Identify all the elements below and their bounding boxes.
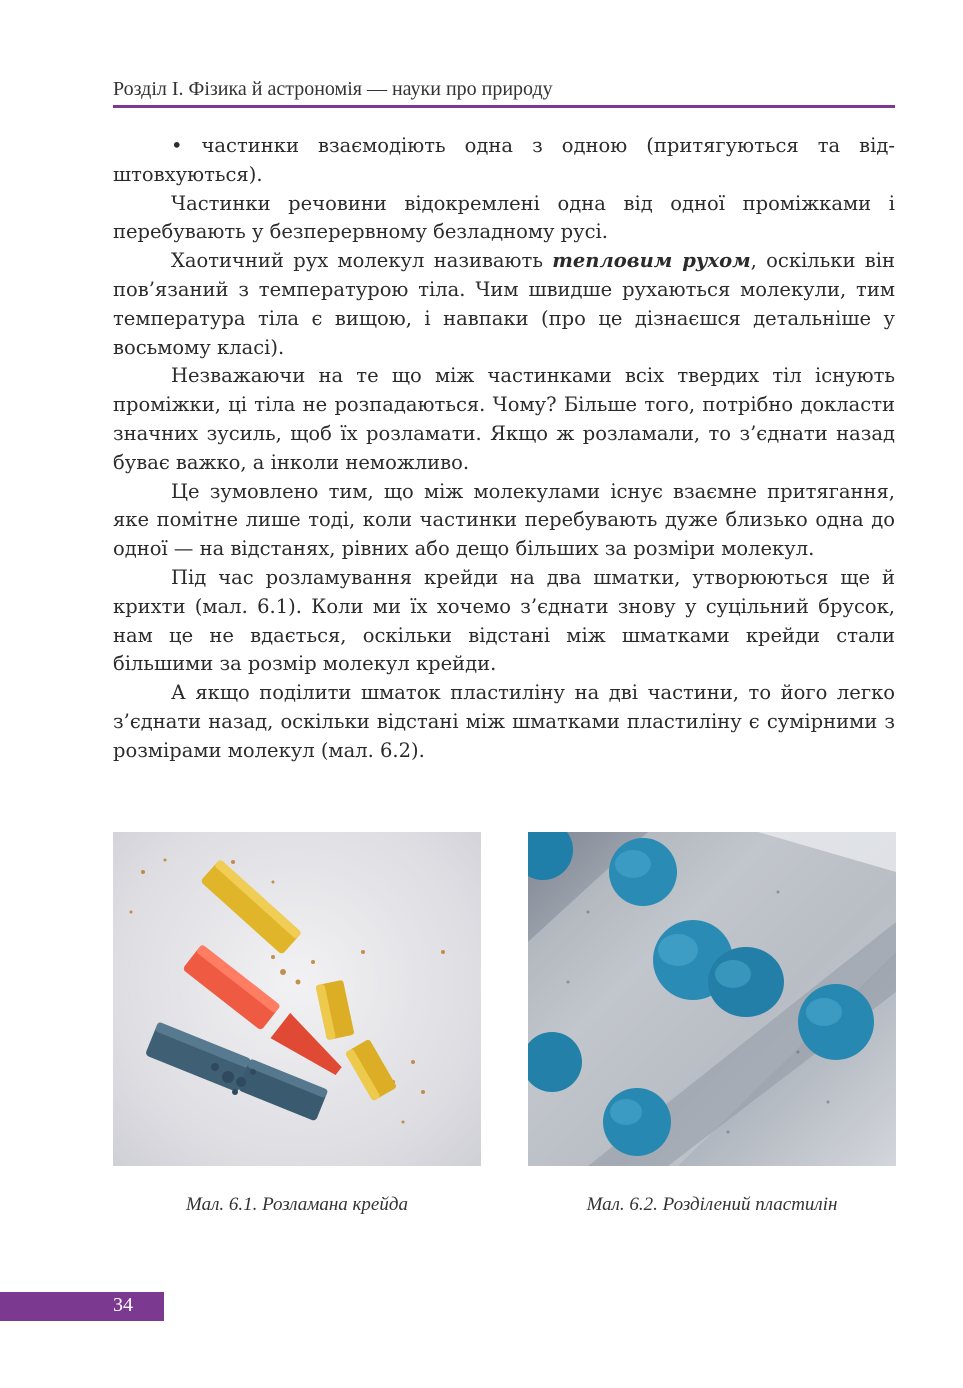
figure-divided-plasticine	[528, 832, 896, 1166]
page-number: 34	[113, 1294, 133, 1316]
figure-caption: Мал. 6.2. Розділений пластилін	[586, 1194, 838, 1215]
figure-caption: Мал. 6.1. Розламана крейда	[186, 1194, 408, 1215]
term-emphasis: тепловим рухом	[552, 249, 751, 273]
running-header: Розділ I. Фізика й астрономія — науки про природу	[113, 78, 895, 108]
body-text	[113, 132, 895, 766]
figure-broken-chalk	[113, 832, 481, 1166]
paragraph	[113, 247, 895, 362]
paragraph-text: , оскільки він пов’язаний з температурою тіла. Чим швидше рухаються молекули, тим температура тіла є вищою, і навпаки (про це дізнаєшся детальніше у восьмому класі).	[113, 249, 895, 359]
bullet-paragraph: • частинки взаємодіють одна з одною (притягуються та відштовхуються).	[113, 134, 895, 186]
paragraph: Це зумовлено тим, що між молекулами існує взаємне притягання, яке помітне лише тоді, коли частинки перебувають дуже близько одна до одної — на відстанях, рівних або дещо більших за розміри молекул.	[113, 479, 895, 561]
chalk-illustration	[113, 832, 481, 1166]
paragraph: Під час розламування крейди на два шматки, утворюються ще й крихти (мал. 6.1). Коли ми їх хочемо з’єднати знову у суцільний брусок, нам це не вдається, оскільки відстані між шматками крейди стали більшими за розмір молекул крейди.	[113, 565, 895, 676]
paragraph: Частинки речовини відокремлені одна від одної проміжками і перебувають у безперервному безладному русі.	[113, 191, 895, 244]
paragraph: А якщо поділити шматок пластиліну на дві частини, то його легко з’єднати назад, оскільки відстані між шматками пластиліну є сумірними з розмірами молекул (мал. 6.2).	[113, 681, 895, 762]
plasticine-illustration	[528, 832, 896, 1166]
paragraph: Незважаючи на те що між частинками всіх твердих тіл існують проміжки, ці тіла не розпадаються. Чому? Більше того, потрібно докласти значних зусиль, щоб їх розламати. Якщо ж розламали, то з’єднати назад буває важко, а інколи неможливо.	[113, 364, 895, 474]
paragraph-text: Хаотичний рух молекул називають	[171, 249, 553, 273]
page-number-tab	[0, 1292, 164, 1321]
